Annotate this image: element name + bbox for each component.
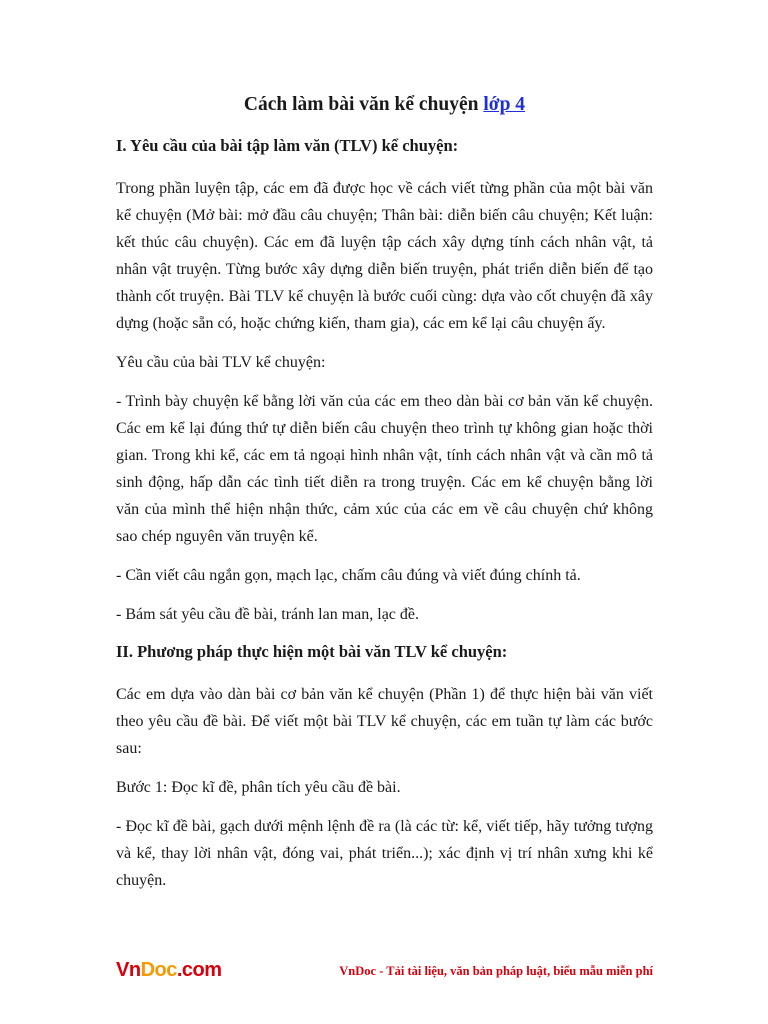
paragraph-requirement-1: - Trình bày chuyện kể bằng lời văn của các em theo dàn bài cơ bản văn kể chuyện. Các em kể lại đúng thứ tự diễn biến câu chuyện theo trình tự không gian hoặc thời gian. Trong khi kể, các em tả ngoại hình nhân vật, tính cách nhân vật và cần mô tả sinh động, hấp dẫn các tình tiết diễn ra trong truyện. Các em kể chuyện bằng lời văn của mình thể hiện nhận thức, cảm xúc của các em về câu chuyện chứ không sao chép nguyên văn truyện kể.: [116, 393, 653, 545]
document-page: [116, 92, 653, 906]
logo-doc: Doc: [140, 959, 177, 981]
logo-vn: Vn: [116, 959, 141, 981]
paragraph-requirement-2: - Cần viết câu ngắn gọn, mạch lạc, chấm câu đúng và viết đúng chính tả.: [116, 567, 581, 584]
paragraph-intro: Trong phần luyện tập, các em đã được học về cách viết từng phần của một bài văn kể chuyện (Mở bài: mở đầu câu chuyện; Thân bài: diễn biến câu chuyện; Kết luận: kết thúc câu chuyện). Các em đã luyện tập cách xây dựng tính cách nhân vật, tả nhân vật truyện. Từng bước xây dựng diễn biến truyện, phát triển diễn biến để tạo thành cốt truyện. Bài TLV kể chuyện là bước cuối cùng: dựa vào cốt chuyện đã xây dựng (hoặc sẵn có, hoặc chứng kiến, tham gia), các em kể lại câu chuyện ấy.: [116, 180, 653, 332]
paragraph-step-1-detail: - Đọc kĩ đề bài, gạch dưới mệnh lệnh đề ra (là các từ: kể, viết tiếp, hãy tưởng tượng và kể, thay lời nhân vật, đóng vai, phát triển...); xác định vị trí nhân xưng khi kể chuyện.: [116, 818, 653, 889]
section-heading-1: I. Yêu cầu của bài tập làm văn (TLV) kể chuyện:: [116, 136, 459, 155]
paragraph-requirement-3: - Bám sát yêu cầu đề bài, tránh lan man, lạc đề.: [116, 606, 419, 623]
section-heading-2: II. Phương pháp thực hiện một bài văn TLV kể chuyện:: [116, 642, 508, 661]
paragraph-step-1: Bước 1: Đọc kĩ đề, phân tích yêu cầu đề bài.: [116, 779, 401, 796]
vndoc-logo[interactable]: [116, 957, 222, 983]
footer-tagline: VnDoc - Tải tài liệu, văn bản pháp luật, biểu mẫu miễn phí: [339, 964, 653, 978]
title-link-lop-4[interactable]: lớp 4: [483, 94, 526, 115]
page-footer: [116, 957, 653, 987]
document-title: [116, 92, 653, 118]
logo-com: .com: [176, 959, 222, 981]
paragraph-method-intro: Các em dựa vào dàn bài cơ bản văn kể chuyện (Phần 1) để thực hiện bài văn viết theo yêu cầu đề bài. Để viết một bài TLV kể chuyện, các em tuần tự làm các bước sau:: [116, 686, 653, 757]
title-text: Cách làm bài văn kể chuyện: [243, 94, 484, 115]
paragraph-requirements-label: Yêu cầu của bài TLV kể chuyện:: [116, 354, 326, 371]
